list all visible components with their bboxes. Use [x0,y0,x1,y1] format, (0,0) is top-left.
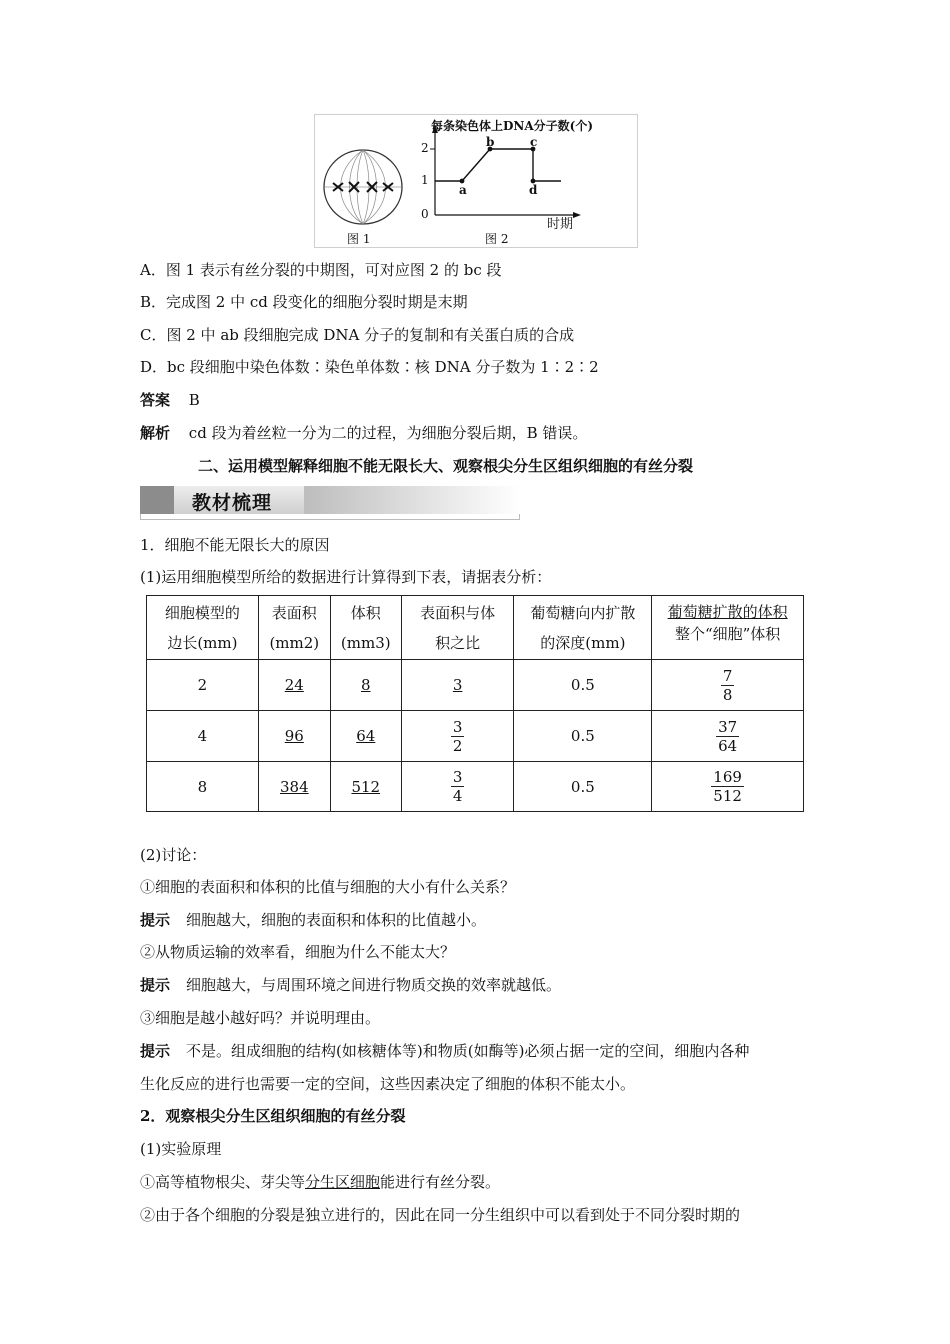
header-area: 表面积 (mm2) [258,596,330,660]
cell-volume: 64 [330,711,401,762]
fig1-caption: 图 1 [347,232,371,246]
discussion-title: (2)讨论： [140,846,207,864]
question-1: ①细胞的表面积和体积的比值与细胞的大小有什么关系？ [140,878,516,896]
cell-depth: 0.5 [514,711,652,762]
banner-title: 教材梳理 [192,492,273,514]
analysis-text: cd 段为着丝粒一分为二的过程，为细胞分裂后期，B 错误。 [188,424,588,442]
figure-svg [315,115,637,247]
hint-2-text: 细胞越大，与周围环境之间进行物质交换的效率就越低。 [186,976,562,994]
option-d: D．bc 段细胞中染色体数∶染色单体数∶核 DNA 分子数为 1∶2∶2 [140,358,599,376]
banner-dark-block [140,486,174,514]
cell-side: 4 [147,711,259,762]
cell-side: 2 [147,660,259,711]
point-label-a: a [459,183,467,197]
table-header-row [147,596,804,660]
x-axis-title: 时期 [547,217,574,232]
banner-fade-block [304,486,520,514]
principle-2: ②由于各个细胞的分裂是独立进行的，因此在同一分生组织中可以看到处于不同分裂时期的 [140,1206,741,1224]
header-depth: 葡萄糖向内扩散 的深度(mm) [514,596,652,660]
cell-fraction: $\frac{169}{512}$ [652,762,804,812]
cell-ratio: 3 [401,660,514,711]
cell-area: 96 [258,711,330,762]
question-3: ③细胞是越小越好吗？并说明理由。 [140,1009,381,1027]
hint-3-text-line1: 不是。组成细胞的结构(如核糖体等)和物质(如酶等)必须占据一定的空间，细胞内各种 [186,1042,750,1060]
cell-fraction: $\frac{37}{64}$ [652,711,804,762]
option-a: A．图 1 表示有丝分裂的中期图，可对应图 2 的 bc 段 [140,261,502,279]
analysis-label: 解析 [140,424,171,442]
option-b: B．完成图 2 中 cd 段变化的细胞分裂时期是末期 [140,293,468,311]
principle-1-underlined: 分生区细胞 [305,1173,381,1191]
hint-2 [140,975,561,995]
table-row [147,711,804,762]
cell-fraction: $\frac{7}{8}$ [652,660,804,711]
dna-line-graph [430,125,581,218]
option-c: C．图 2 中 ab 段细胞完成 DNA 分子的复制和有关蛋白质的合成 [140,326,575,344]
section-heading: 二、运用模型解释细胞不能无限长大、观察根尖分生区组织细胞的有丝分裂 [198,457,694,475]
item2-sub1: (1)实验原理 [140,1140,222,1158]
point-label-c: c [530,135,538,149]
cell-area: 24 [258,660,330,711]
cell-depth: 0.5 [514,762,652,812]
header-fraction: 葡萄糖扩散的体积 整个“细胞”体积 [652,596,804,660]
textbook-review-banner [140,486,520,520]
table-row [147,762,804,812]
cell-ratio: $\frac{3}{4}$ [401,762,514,812]
header-volume: 体积 (mm3) [330,596,401,660]
principle-1-post: 能进行有丝分裂。 [380,1173,501,1191]
y-axis-title: 每条染色体上DNA分子数(个) [431,119,594,133]
cell-depth: 0.5 [514,660,652,711]
hint-3 [140,1041,749,1061]
cell-model-table [146,595,804,812]
cell-area: 384 [258,762,330,812]
mitosis-cell-illustration [324,150,402,224]
hint-1 [140,910,486,930]
cell-volume: 8 [330,660,401,711]
y-tick-2: 2 [421,141,429,155]
hint-3-text-line2: 生化反应的进行也需要一定的空间，这些因素决定了细胞的体积不能太小。 [140,1075,636,1093]
hint-label: 提示 [140,976,171,994]
question-2: ②从物质运输的效率看，细胞为什么不能太大？ [140,943,456,961]
fig2-caption: 图 2 [485,232,509,246]
item2-title: 2．观察根尖分生区组织细胞的有丝分裂 [140,1107,406,1125]
point-label-b: b [486,135,495,149]
point-label-d: d [529,183,538,197]
header-ratio: 表面积与体 积之比 [401,596,514,660]
item1-sub1: (1)运用细胞模型所给的数据进行计算得到下表，请据表分析： [140,568,552,586]
cell-side: 8 [147,762,259,812]
hint-1-text: 细胞越大，细胞的表面积和体积的比值越小。 [186,911,487,929]
answer-line [140,390,200,410]
hint-label: 提示 [140,1042,171,1060]
answer-value: B [188,391,200,409]
principle-1-pre: ①高等植物根尖、芽尖等 [140,1173,306,1191]
header-side: 细胞模型的 边长(mm) [147,596,259,660]
question-figure [314,114,638,248]
answer-label: 答案 [140,391,171,409]
table-row [147,660,804,711]
cell-ratio: $\frac{3}{2}$ [401,711,514,762]
hint-label: 提示 [140,911,171,929]
y-tick-1: 1 [421,173,429,187]
principle-1 [140,1172,500,1192]
y-tick-0: 0 [421,207,429,221]
cell-volume: 512 [330,762,401,812]
item1-title: 1．细胞不能无限长大的原因 [140,536,330,554]
analysis-line [140,423,587,443]
